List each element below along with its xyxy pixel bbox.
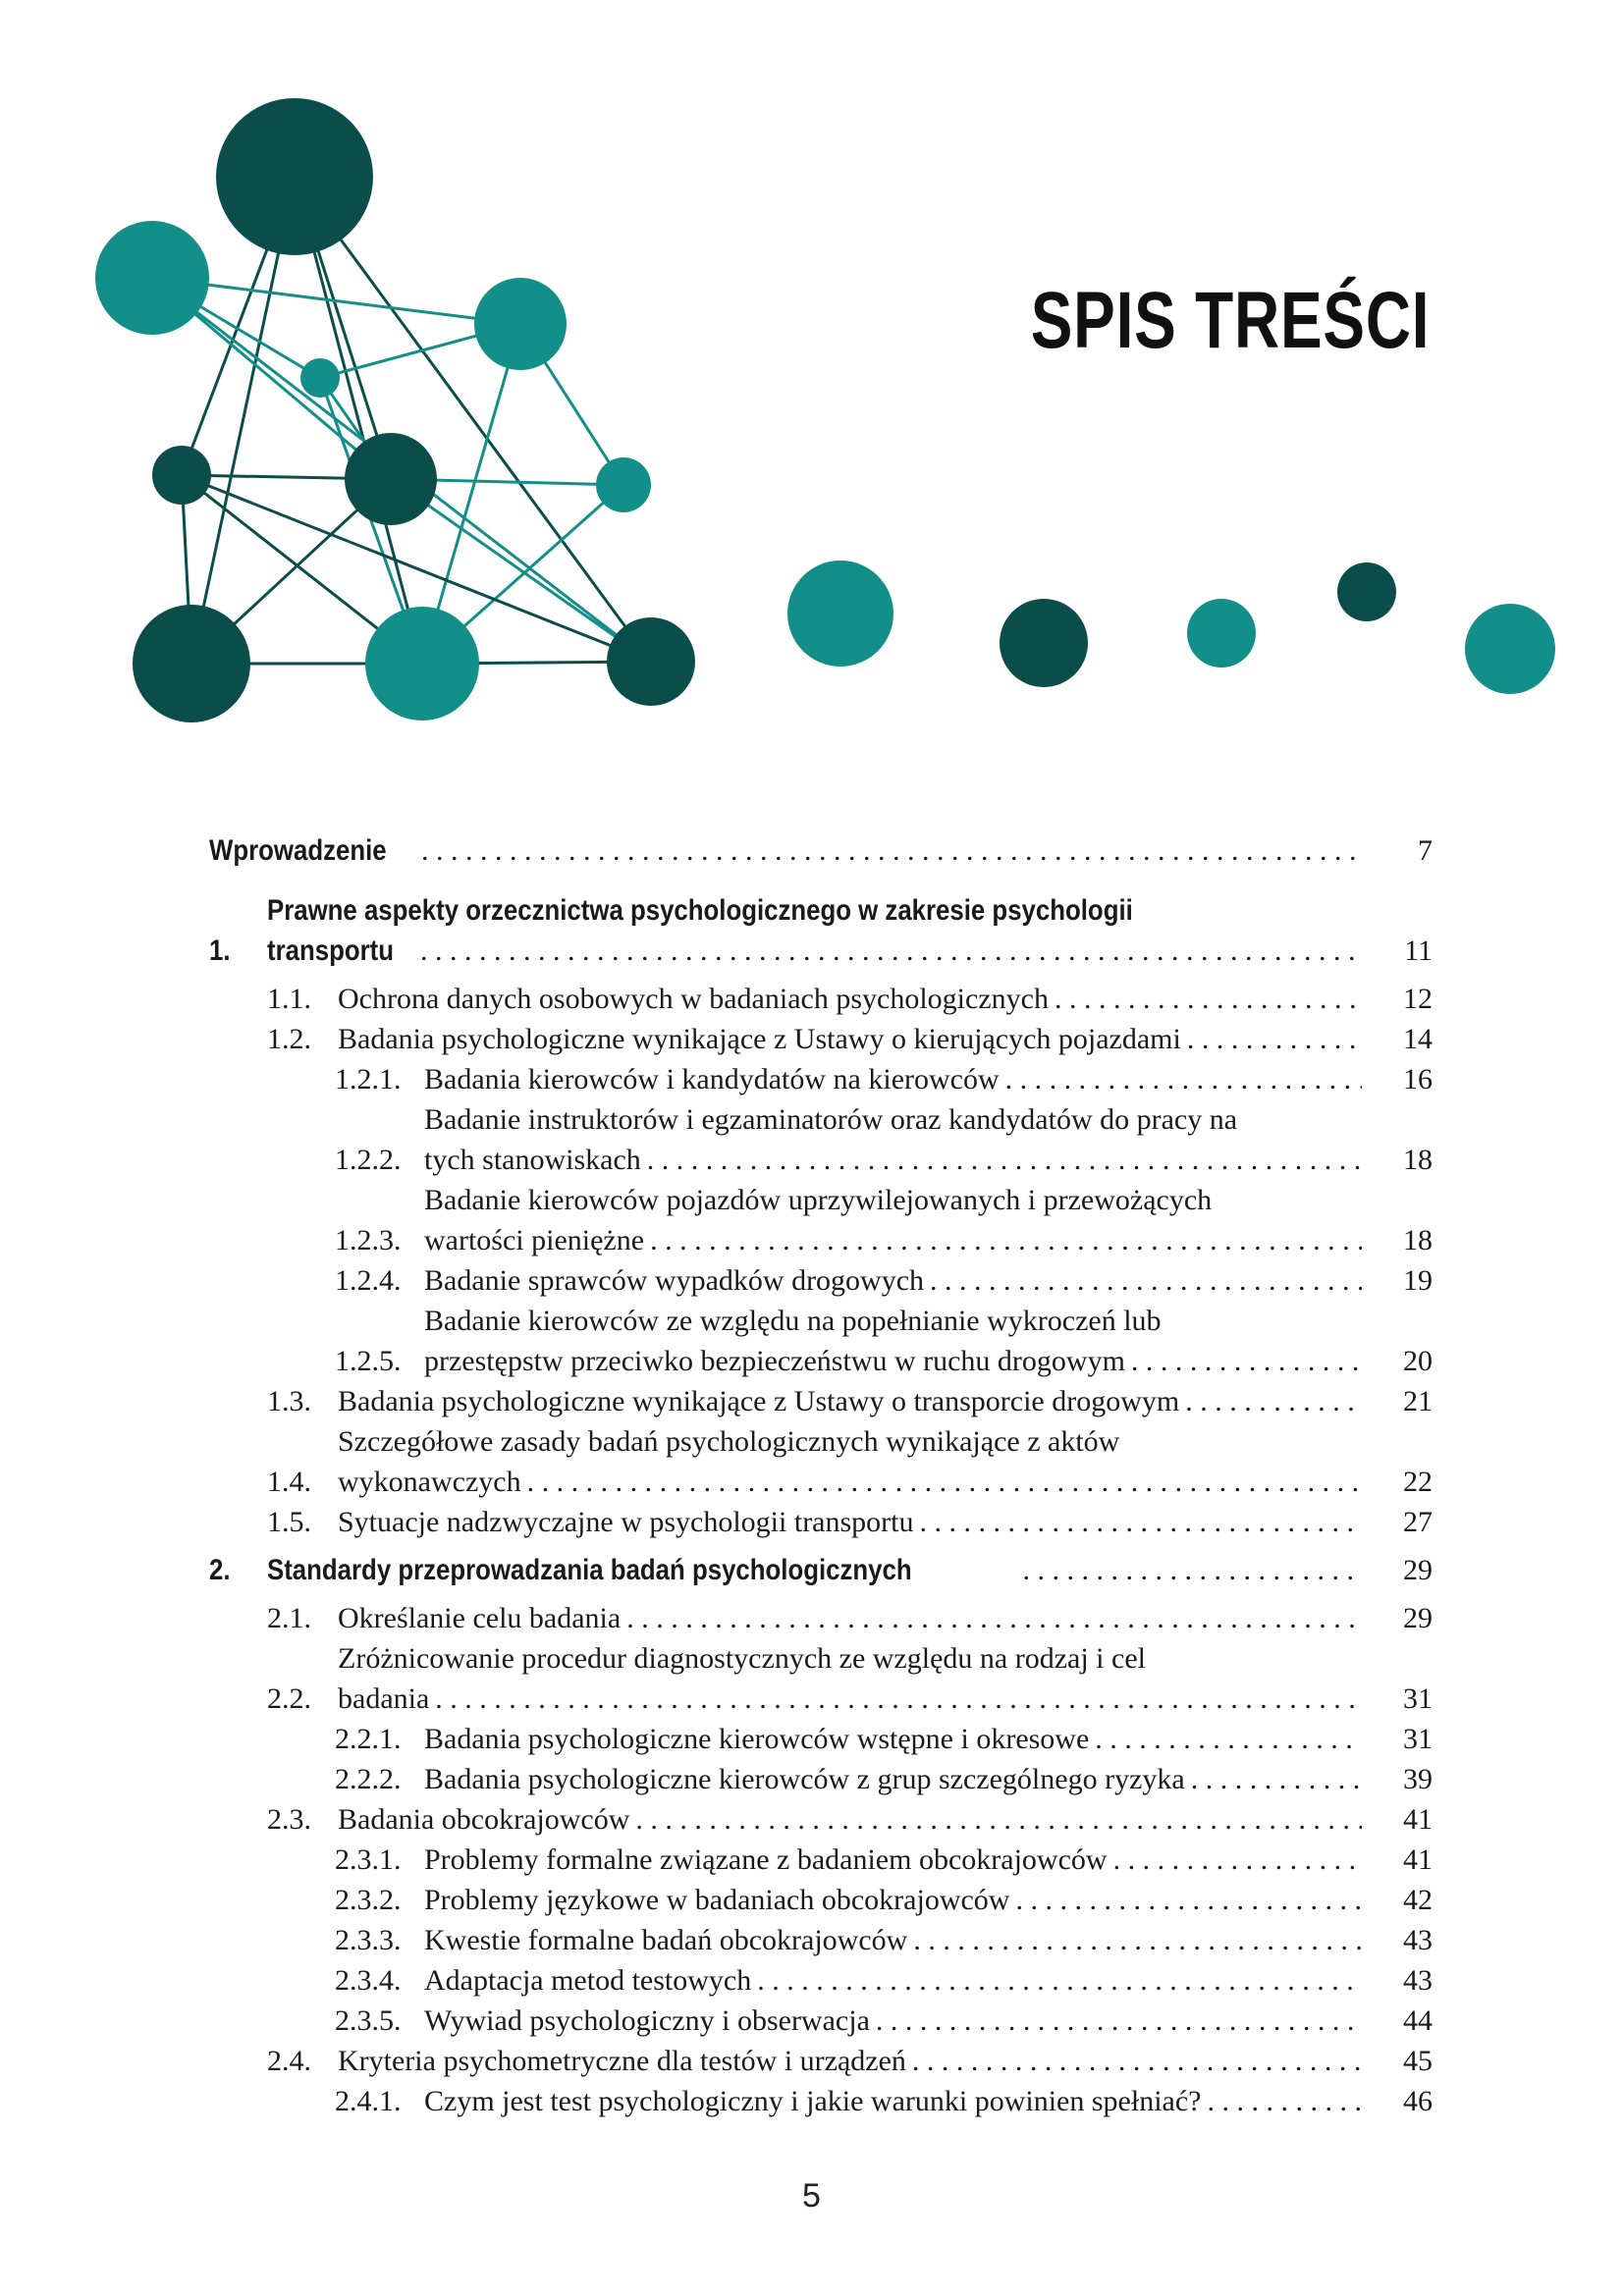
toc-section-number: 1.5. [267,1506,311,1538]
toc-subsection-1-2-4[interactable] [209,1260,1433,1301]
toc-subsection-2-2-2[interactable] [209,1759,1433,1799]
toc-subsection-number: 2.4.1. [335,2085,402,2117]
leader-dots [1009,1880,1362,1920]
leader-dots [1000,1059,1362,1099]
network-node [1000,599,1088,687]
toc-entry-page: 31 [1403,1682,1433,1715]
table-of-contents [209,830,1433,2121]
network-node [1465,604,1555,694]
toc-section-title-line2: wykonawczych [338,1466,521,1498]
toc-section-2-1[interactable] [209,1598,1433,1638]
network-node [95,221,209,335]
leader-dots [521,1462,1362,1502]
toc-entry-page: 18 [1403,1144,1433,1176]
toc-entry-page: 12 [1403,983,1433,1015]
toc-subsection-1-2-1[interactable] [209,1059,1433,1099]
leader-dots [644,1220,1362,1260]
toc-section-title: Kryteria psychometryczne dla testów i urządzeń [338,2045,906,2077]
toc-subsection-2-4-1[interactable] [209,2081,1433,2121]
toc-entry-page: 20 [1403,1345,1433,1377]
network-node [607,617,695,706]
toc-section-title: Badania psychologiczne wynikające z Ustawy o transporcie drogowym [338,1385,1180,1417]
toc-subsection-title: Wywiad psychologiczny i obserwacja [424,2004,870,2037]
network-node [474,278,567,370]
toc-subsection-2-3-3[interactable] [209,1920,1433,1960]
toc-section-2-2[interactable] [209,1638,1433,1719]
toc-entry-page: 41 [1403,1843,1433,1876]
leader-dots [1049,979,1362,1019]
toc-subsection-2-3-1[interactable] [209,1840,1433,1880]
toc-chapter-title-line1: Prawne aspekty orzecznictwa psychologicznego w zakresie psychologii [267,894,1133,927]
toc-entry-page: 45 [1403,2045,1433,2077]
network-node [1187,599,1256,667]
page-number: 5 [802,2177,821,2215]
network-node [216,98,373,255]
network-node [345,433,437,525]
toc-entry-page: 43 [1403,1924,1433,1956]
toc-section-1-2[interactable] [209,1019,1433,1059]
leader-dots [1108,1840,1362,1880]
toc-subsection-1-2-3[interactable] [209,1180,1433,1260]
toc-subsection-number: 1.2.2. [335,1144,402,1176]
toc-entry-page: 16 [1403,1063,1433,1095]
toc-subsection-number: 2.3.4. [335,1964,402,1997]
toc-section-number: 1.4. [267,1466,311,1498]
toc-section-title-line1: Zróżnicowanie procedur diagnostycznych ze względu na rodzaj i cel [338,1642,1146,1675]
toc-section-number: 2.3. [267,1803,311,1836]
leader-dots [751,1960,1362,2001]
toc-chapter-1[interactable] [209,890,1433,971]
toc-entry-page: 21 [1403,1385,1433,1417]
toc-subsection-title-line1: Badanie instruktorów i egzaminatorów oraz kandydatów do pracy na [424,1103,1238,1136]
leader-dots [924,1260,1362,1301]
leader-dots [414,931,1362,971]
toc-section-title: Badania obcokrajowców [338,1803,630,1836]
toc-subsection-title: Problemy językowe w badaniach obcokrajowców [424,1884,1010,1916]
toc-entry-page: 27 [1403,1506,1433,1538]
toc-subsection-title-line1: Badanie kierowców ze względu na popełnianie wykroczeń lub [424,1305,1162,1337]
toc-subsection-title: Kwestie formalne badań obcokrajowców [424,1924,908,1956]
network-node [365,607,479,721]
leader-dots [641,1140,1362,1180]
toc-section-1-4[interactable] [209,1421,1433,1502]
leader-dots [1089,1719,1362,1759]
network-node [133,605,250,722]
toc-subsection-number: 1.2.1. [335,1063,402,1095]
toc-entry-page: 29 [1403,1602,1433,1634]
toc-subsection-number: 2.3.1. [335,1843,402,1876]
toc-subsection-title-line1: Badanie kierowców pojazdów uprzywilejowanych i przewożących [424,1184,1213,1216]
toc-section-2-3[interactable] [209,1799,1433,1840]
toc-entry-page: 19 [1403,1264,1433,1297]
toc-subsection-number: 2.3.3. [335,1924,402,1956]
toc-entry-page: 31 [1403,1723,1433,1755]
toc-entry-page: 18 [1403,1224,1433,1256]
toc-section-title-line2: badania [338,1682,430,1715]
leader-dots [621,1598,1362,1638]
network-node [152,446,211,505]
toc-entry-page: 42 [1403,1884,1433,1916]
toc-subsection-title: Adaptacja metod testowych [424,1964,752,1997]
toc-entry-page: 43 [1403,1964,1433,1997]
toc-entry-page: 22 [1403,1466,1433,1498]
toc-section-number: 2.1. [267,1602,311,1634]
toc-chapter-number: 1. [209,934,231,967]
toc-subsection-title: Badania psychologiczne kierowców z grup szczególnego ryzyka [424,1763,1185,1795]
toc-subsection-number: 1.2.4. [335,1264,402,1297]
toc-entry-page: 41 [1403,1803,1433,1836]
toc-subsection-number: 2.2.1. [335,1723,402,1755]
toc-subsection-2-2-1[interactable] [209,1719,1433,1759]
leader-dots [907,1920,1362,1960]
leader-dots [1125,1341,1362,1381]
toc-chapter-title-line2: transportu [267,934,394,967]
toc-section-title: Sytuacje nadzwyczajne w psychologii transportu [338,1506,914,1538]
toc-section-1-5[interactable] [209,1502,1433,1542]
toc-subsection-title: Badania kierowców i kandydatów na kierowców [424,1063,1000,1095]
toc-section-number: 1.3. [267,1385,311,1417]
toc-section-title-line1: Szczegółowe zasady badań psychologicznych wynikające z aktów [338,1425,1120,1458]
toc-subsection-1-2-5[interactable] [209,1301,1433,1381]
toc-entry-page: 7 [1418,834,1433,867]
toc-section-number: 1.2. [267,1023,311,1055]
network-node [596,457,651,512]
toc-subsection-title: Czym jest test psychologiczny i jakie warunki powinien spełniać? [424,2085,1202,2117]
leader-dots [1179,1381,1362,1421]
leader-dots [415,830,1362,871]
toc-entry-page: 44 [1403,2004,1433,2037]
network-node [787,561,893,667]
toc-section-1-1[interactable] [209,979,1433,1019]
leader-dots [1201,2081,1362,2121]
toc-subsection-title: Badanie sprawców wypadków drogowych [424,1264,925,1297]
toc-entry-page: 29 [1403,1554,1433,1586]
network-decoration [0,0,1623,746]
toc-chapter-title: Standardy przeprowadzania badań psychologicznych [267,1554,912,1586]
leader-dots [1181,1019,1362,1059]
toc-section-title: Ochrona danych osobowych w badaniach psychologicznych [338,983,1049,1015]
toc-section-2-4[interactable] [209,2041,1433,2081]
toc-subsection-title: Problemy formalne związane z badaniem obcokrajowców [424,1843,1108,1876]
leader-dots [629,1799,1362,1840]
toc-section-number: 1.1. [267,983,311,1015]
toc-subsection-number: 2.2.2. [335,1763,402,1795]
toc-entry-title: Wprowadzenie [209,834,387,867]
leader-dots [870,2001,1362,2041]
toc-subsection-title-line2: tych stanowiskach [424,1144,641,1176]
toc-entry-page: 11 [1404,934,1433,967]
toc-subsection-number: 1.2.3. [335,1224,402,1256]
leader-dots [906,2041,1362,2081]
toc-chapter-number: 2. [209,1554,231,1586]
toc-subsection-title: Badania psychologiczne kierowców wstępne i okresowe [424,1723,1090,1755]
leader-dots [1017,1550,1363,1590]
toc-entry-page: 39 [1403,1763,1433,1795]
leader-dots [914,1502,1363,1542]
toc-subsection-2-3-4[interactable] [209,1960,1433,2001]
toc-subsection-2-3-5[interactable] [209,2001,1433,2041]
toc-subsection-number: 2.3.2. [335,1884,402,1916]
toc-subsection-title-line2: przestępstw przeciwko bezpieczeństwu w ruchu drogowym [424,1345,1125,1377]
toc-subsection-number: 2.3.5. [335,2004,402,2037]
toc-subsection-number: 1.2.5. [335,1345,402,1377]
toc-subsection-2-3-2[interactable] [209,1880,1433,1920]
page-title: SPIS TREŚCI [1030,276,1430,365]
leader-dots [1185,1759,1362,1799]
toc-subsection-1-2-2[interactable] [209,1099,1433,1180]
leader-dots [429,1679,1362,1719]
toc-entry-intro[interactable] [209,830,1433,871]
toc-section-number: 2.4. [267,2045,311,2077]
network-node [1337,562,1396,621]
toc-section-title: Badania psychologiczne wynikające z Ustawy o kierujących pojazdami [338,1023,1181,1055]
toc-chapter-2[interactable] [209,1550,1433,1590]
toc-section-title: Określanie celu badania [338,1602,622,1634]
toc-section-1-3[interactable] [209,1381,1433,1421]
toc-entry-page: 46 [1403,2085,1433,2117]
toc-section-number: 2.2. [267,1682,311,1715]
network-node [300,358,340,398]
toc-entry-page: 14 [1403,1023,1433,1055]
toc-subsection-title-line2: wartości pieniężne [424,1224,645,1256]
